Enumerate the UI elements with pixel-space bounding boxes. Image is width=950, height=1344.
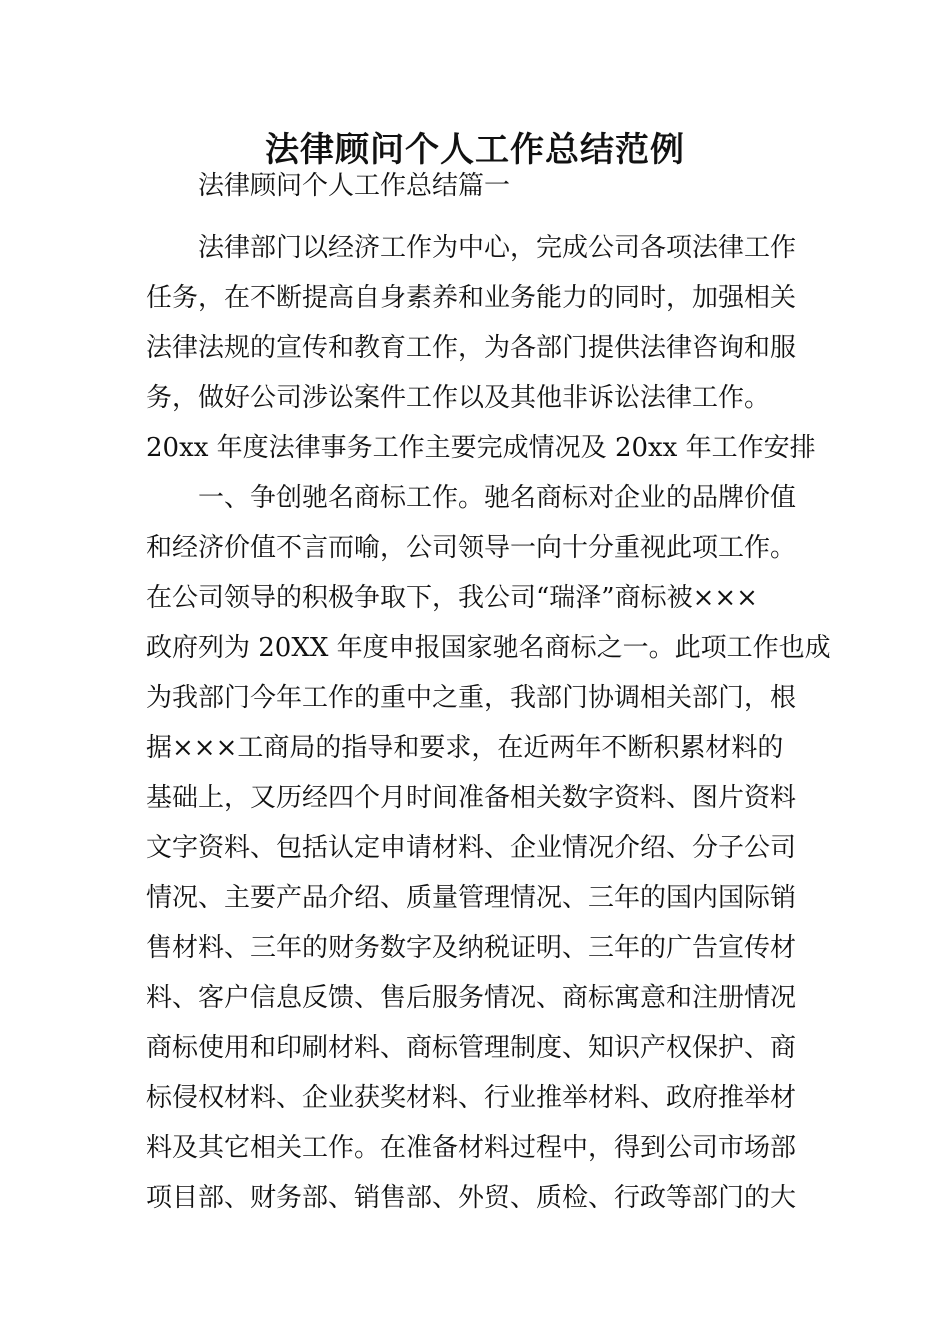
- paragraph-line: 标侵权材料、企业获奖材料、行业推举材料、政府推举材: [146, 1083, 797, 1113]
- paragraph-line: 料及其它相关工作。在准备材料过程中，得到公司市场部: [146, 1133, 797, 1163]
- paragraph-line: 项目部、财务部、销售部、外贸、质检、行政等部门的大: [146, 1183, 797, 1213]
- paragraph-line: 一、争创驰名商标工作。驰名商标对企业的品牌价值: [198, 483, 797, 513]
- section-heading: 法律顾问个人工作总结篇一: [198, 171, 511, 201]
- paragraph-line: 料、客户信息反馈、售后服务情况、商标寓意和注册情况: [146, 983, 797, 1013]
- document-title: 法律顾问个人工作总结范例: [265, 130, 685, 170]
- paragraph-line: 据×××工商局的指导和要求，在近两年不断积累材料的: [146, 733, 784, 763]
- paragraph-line: 为我部门今年工作的重中之重，我部门协调相关部门，根: [146, 683, 797, 713]
- paragraph-line: 法律部门以经济工作为中心，完成公司各项法律工作: [198, 233, 797, 263]
- paragraph-line: 政府列为 20XX 年度申报国家驰名商标之一。此项工作也成: [146, 633, 831, 663]
- paragraph-line: 情况、主要产品介绍、质量管理情况、三年的国内国际销: [146, 883, 797, 913]
- paragraph-line: 法律法规的宣传和教育工作，为各部门提供法律咨询和服: [146, 333, 797, 363]
- paragraph-line: 商标使用和印刷材料、商标管理制度、知识产权保护、商: [146, 1033, 797, 1063]
- paragraph-line: 和经济价值不言而喻，公司领导一向十分重视此项工作。: [146, 533, 797, 563]
- paragraph-line: 文字资料、包括认定申请材料、企业情况介绍、分子公司: [146, 833, 797, 863]
- paragraph-line: 20xx 年度法律事务工作主要完成情况及 20xx 年工作安排: [146, 433, 816, 463]
- paragraph-line: 在公司领导的积极争取下，我公司“瑞泽”商标被×××: [146, 583, 758, 613]
- paragraph-line: 务，做好公司涉讼案件工作以及其他非诉讼法律工作。: [146, 383, 771, 413]
- paragraph-line: 基础上，又历经四个月时间准备相关数字资料、图片资料: [146, 783, 797, 813]
- paragraph-line: 任务，在不断提高自身素养和业务能力的同时，加强相关: [146, 283, 797, 313]
- paragraph-line: 售材料、三年的财务数字及纳税证明、三年的广告宣传材: [146, 933, 797, 963]
